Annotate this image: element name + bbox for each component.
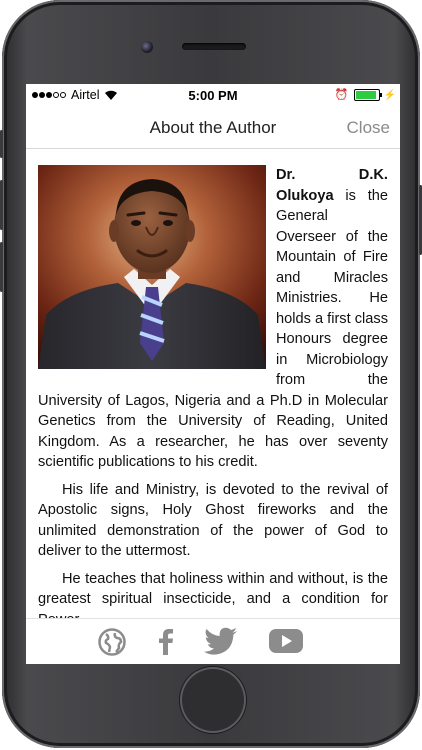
author-photo: [38, 165, 266, 369]
author-bio-content[interactable]: [38, 148, 388, 635]
bio-paragraph: His life and Ministry, is devoted to the revival of Apostolic signs, Holy Ghost fireworks and the unlimited demonstration of the power of God to deliver to the uttermost.: [38, 481, 388, 559]
alarm-clock-icon: ⏰: [334, 88, 349, 101]
carrier-name: Airtel: [71, 88, 100, 102]
youtube-icon[interactable]: [268, 627, 304, 655]
volume-down-button: [0, 242, 3, 292]
status-bar: [26, 84, 400, 106]
bio-text: is the General Overseer of the Mountain of Fire and Miracles Ministries. He holds a first class Honours degree in Microbiology from the University of Lagos, Nigeria and a Ph.D in Molecular Genetics from the University of Reading, United Kingdom. As a researcher, he has over seventy scientific publications to his credit.: [38, 187, 388, 470]
charging-icon: ⚡: [383, 89, 396, 101]
volume-up-button: [0, 180, 3, 230]
facebook-icon[interactable]: [157, 627, 177, 657]
earpiece-speaker: [182, 43, 246, 50]
mute-switch: [0, 130, 3, 158]
screen: [26, 84, 400, 664]
phone-frame: [2, 0, 420, 748]
status-right: [335, 89, 396, 101]
page-title: About the Author: [149, 118, 277, 137]
front-camera: [141, 41, 153, 53]
bio-paragraph: He teaches that holiness within and without, is the greatest spiritual insecticide, and a condition for: [38, 570, 388, 607]
status-time: 5:00 PM: [188, 88, 238, 103]
home-button[interactable]: [180, 667, 246, 733]
social-links-bar: [26, 618, 400, 664]
navigation-bar: [26, 106, 400, 149]
author-name: Dr. D.K. Olukoya: [276, 167, 388, 204]
twitter-icon[interactable]: [204, 627, 238, 655]
globe-icon[interactable]: [97, 627, 127, 657]
close-button[interactable]: Close: [346, 118, 390, 137]
battery-icon: [354, 89, 380, 101]
